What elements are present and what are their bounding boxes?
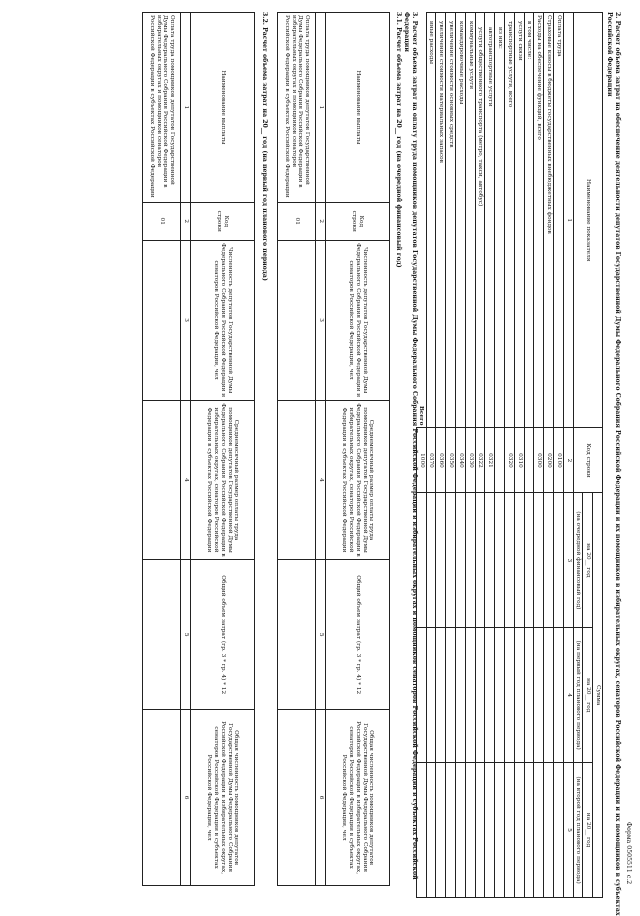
table-row — [143, 13, 181, 886]
s2-colnum: 4 — [563, 628, 573, 763]
s2-head-year3: на 20__ год — [583, 763, 593, 898]
section3-title-continued: Федерации — [403, 12, 410, 52]
s2-head-code: Код строки — [573, 428, 602, 493]
s32-head-c6: Общая численность помощников депутатов Государственной Думы Федерального Собрания Российской Федерации в избирательных округах, сенаторов Российской Федерации в субъектах Российской Федерации, чел — [191, 710, 255, 886]
s32-head-c5: Общий объем затрат (гр. 3 * гр. 4) * 12 — [191, 560, 255, 710]
s2-row-name: транспортные услуги, всего — [505, 13, 515, 428]
s2-row-code: 0300 — [534, 428, 544, 493]
section3-title: 3. Расчет объема затрат на оплату труда помощников депутатов Государственной Думы Федерального Собрания Российской Федерации в избирательных округах и помощников сенаторов Российской Федерации в субъектах Российской — [411, 12, 418, 880]
s31-head-c5: Общий объем затрат (гр. 3 * гр. 4) * 12 — [326, 560, 390, 710]
table-row — [436, 13, 446, 898]
s32-colnum: 4 — [181, 400, 191, 560]
s2-row-code: 0360 — [436, 428, 446, 493]
table-row — [475, 13, 485, 898]
s2-row-name: из них: — [495, 13, 505, 428]
s32-colnum: 1 — [181, 13, 191, 203]
s32-head-c4: Среднемесячный размер оплаты труда помощников депутатов Государственной Думы Федерального Собрания Российской Федерации в избирательных округах, сенаторов Российской Федерации в субъектах Российской Федерации — [191, 400, 255, 560]
section31-title: 3.1. Расчет объема затрат на 20__ год (на очередной финансовый год) — [395, 12, 402, 268]
s2-row-name: Страховые взносы в бюджеты государственных внебюджетных фондов — [544, 13, 554, 428]
s2-row-code: 0330 — [465, 428, 475, 493]
s31-colnum: 2 — [316, 202, 326, 240]
table-row — [514, 13, 524, 898]
s2-row-code — [524, 428, 534, 493]
s2-colnum: 2 — [563, 428, 573, 493]
s2-head-year2-sub: (на первый год планового периода) — [573, 628, 583, 763]
s31-head-c3: Численность депутатов Государственной Думы Федерального Собрания Российской Федерации и сенаторов Российской Федерации, чел — [326, 240, 390, 400]
s31-colnum: 1 — [316, 13, 326, 203]
s32-head-name: Наименование выплаты — [191, 13, 255, 203]
s32-head-c3: Численность депутатов Государственной Думы Федерального Собрания Российской Федерации и сенаторов Российской Федерации, чел — [191, 240, 255, 400]
s31-colnum: 4 — [316, 400, 326, 560]
table-row — [505, 13, 515, 898]
s32-colnum: 6 — [181, 710, 191, 886]
table-row — [278, 13, 316, 886]
table-row — [456, 13, 466, 898]
s32-row-name: Оплата труда помощников депутатов Государственной Думы Федерального Собрания Российской Федерации в избирательных округах и помощников сенаторов Российской Федерации в субъектах Российской Федерации — [143, 13, 181, 203]
s31-colnum: 6 — [316, 710, 326, 886]
s2-row-name: командировочные расходы — [456, 13, 466, 428]
s2-head-sum: Сумма — [593, 493, 603, 898]
table-row — [485, 13, 495, 898]
s2-head-year1-sub: (на очередной финансовый год) — [573, 493, 583, 628]
s2-row-code — [495, 428, 505, 493]
s2-row-code: 0340 — [456, 428, 466, 493]
s32-head-code: Код строки — [191, 202, 255, 240]
section32-title: 3.2. Расчет объема затрат на 20__ год (на первый год планового периода) — [261, 12, 268, 281]
s2-row-code: 0370 — [426, 428, 436, 493]
s31-row-code: 01 — [278, 202, 316, 240]
form-code: Форма 0505511 с.2 — [625, 822, 632, 885]
section2-title: 2. Расчет объема затрат на обеспечение деятельности депутатов Государственной Думы Федерального Собрания Российской Федерации и их помощников в избирательных округах, сенаторов Российской Федерации и их помощников в субъектах — [614, 12, 621, 916]
s2-colnum: 1 — [563, 13, 573, 428]
s2-row-name: услуги связи — [514, 13, 524, 428]
s2-total-label: Всего — [416, 13, 426, 428]
s32-colnum: 3 — [181, 240, 191, 400]
table-row — [554, 13, 564, 898]
s32-colnum: 2 — [181, 202, 191, 240]
s2-colnum: 5 — [563, 763, 573, 898]
s2-row-code: 0320 — [505, 428, 515, 493]
s31-colnum: 3 — [316, 240, 326, 400]
s2-row-name: автотранспортные услуги — [485, 13, 495, 428]
s2-head-year1: на 20__ год — [583, 493, 593, 628]
s2-row-name: в том числе: — [524, 13, 534, 428]
table-row — [426, 13, 436, 898]
table-row — [544, 13, 554, 898]
s32-row-code: 01 — [143, 202, 181, 240]
s31-head-c4: Среднемесячный размер оплаты труда помощников депутатов Государственной Думы Федерального Собрания Российской Федерации в избирательных округах, сенаторов Российской Федерации в субъектах Российской Федерации — [326, 400, 390, 560]
s2-total-code: 1000 — [416, 428, 426, 493]
s2-row-name: Расходы на обеспечение функций, всего — [534, 13, 544, 428]
s31-colnum: 5 — [316, 560, 326, 710]
table-row — [534, 13, 544, 898]
s2-row-code: 0200 — [544, 428, 554, 493]
section2-title-continued: Российской Федерации — [606, 12, 613, 97]
s2-head-year3-sub: (на второй год планового периода) — [573, 763, 583, 898]
table-row — [524, 13, 534, 898]
s2-row-code: 0322 — [475, 428, 485, 493]
s2-row-code: 0321 — [485, 428, 495, 493]
s31-head-code: Код строки — [326, 202, 390, 240]
s2-row-code: 0310 — [514, 428, 524, 493]
s2-row-name: Оплата труда — [554, 13, 564, 428]
s2-row-name: увеличение стоимости материальных запасов — [436, 13, 446, 428]
s2-row-name: иные расходы — [426, 13, 436, 428]
section32-table — [142, 12, 255, 886]
s2-head-year2: на 20__ год — [583, 628, 593, 763]
table-row — [465, 13, 475, 898]
s31-head-c6: Общая численность помощников депутатов Государственной Думы Федерального Собрания Российской Федерации в избирательных округах, сенаторов Российской Федерации в субъектах Российской Федерации, чел — [326, 710, 390, 886]
section31-table — [277, 12, 390, 886]
section2-table — [416, 12, 603, 898]
s2-colnum: 3 — [563, 493, 573, 628]
s2-row-code: 0350 — [446, 428, 456, 493]
s2-row-name: увеличение стоимости основных средств — [446, 13, 456, 428]
s31-head-name: Наименование выплаты — [326, 13, 390, 203]
table-row — [495, 13, 505, 898]
s2-row-code: 0100 — [554, 428, 564, 493]
s31-row-name: Оплата труда помощников депутатов Государственной Думы Федерального Собрания Российской Федерации в избирательных округах и помощников сенаторов Российской Федерации в субъектах Российской Федерации — [278, 13, 316, 203]
s32-colnum: 5 — [181, 560, 191, 710]
s2-row-name: услуги общественного транспорта (метро, такси, автобус) — [475, 13, 485, 428]
s2-head-name: Наименование показателя — [573, 13, 602, 428]
s2-row-name: коммунальные услуги — [465, 13, 475, 428]
table-row — [446, 13, 456, 898]
